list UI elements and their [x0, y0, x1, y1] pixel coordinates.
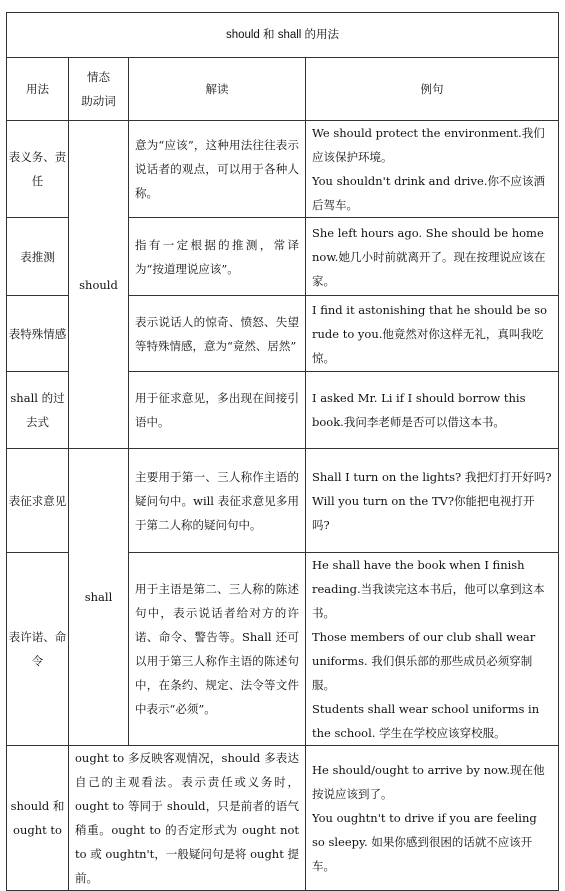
- example-cell: [306, 218, 559, 296]
- usage-cell: 表义务、责任: [7, 121, 69, 218]
- table-title: should 和 shall 的用法: [7, 13, 559, 58]
- table-row: [7, 746, 559, 891]
- usage-cell: 表推测: [7, 218, 69, 296]
- example-sentence: Students shall wear school uniforms in the school. 学生在学校应该穿校服。: [312, 702, 540, 740]
- example-cell: [306, 449, 559, 553]
- interpretation-cell: 意为“应该”，这种用法往往表示说话者的观点，可以用于各种人称。: [129, 121, 306, 218]
- usage-cell: 表特殊情感: [7, 296, 69, 372]
- interpretation-cell: 表示说话人的惊奇、愤怒、失望等特殊情感，意为“竟然、居然”: [129, 296, 306, 372]
- example-cell: [306, 553, 559, 746]
- example-cell: [306, 746, 559, 891]
- interpretation-cell: 用于征求意见，多出现在间接引语中。: [129, 372, 306, 449]
- example-sentence: He shall have the book when I finish reading.当我读完这本书后，他可以拿到这本书。: [312, 558, 545, 620]
- header-modal: 情态 助动词: [69, 58, 129, 121]
- example-cell: [306, 121, 559, 218]
- usage-cell: 表许诺、命令: [7, 553, 69, 746]
- modal-cell-shall: shall: [69, 449, 129, 746]
- usage-cell: shall 的过去式: [7, 372, 69, 449]
- example-sentence: I asked Mr. Li if I should borrow this book.我问李老师是否可以借这本书。: [312, 391, 526, 429]
- usage-cell: 表征求意见: [7, 449, 69, 553]
- interpretation-cell: 用于主语是第二、三人称的陈述句中，表示说话者给对方的许诺、命令、警告等。Shall 还可以用于第三人称作主语的陈述句中，在条约、规定、法令等文件中表示“必须”。: [129, 553, 306, 746]
- example-sentence: He should/ought to arrive by now.现在他按说应该到了。: [312, 763, 545, 801]
- grammar-table: [6, 12, 559, 891]
- modal-cell-should: should: [69, 121, 129, 449]
- example-sentence: Will you turn on the TV?你能把电视打开吗?: [312, 493, 535, 532]
- usage-cell: should 和 ought to: [7, 746, 69, 891]
- interpretation-cell: 主要用于第一、三人称作主语的疑问句中。will 表征求意见多用于第二人称的疑问句中。: [129, 449, 306, 553]
- example-cell: [306, 372, 559, 449]
- example-sentence: She left hours ago. She should be home now.她几小时前就离开了。现在按理说应该在家。: [312, 225, 546, 288]
- header-example: 例句: [306, 58, 559, 121]
- example-sentence: You shouldn't drink and drive.你不应该酒后驾车。: [312, 174, 545, 212]
- example-sentence: Shall I turn on the lights? 我把灯打开好吗?: [312, 469, 552, 484]
- example-sentence: Those members of our club shall wear uniforms. 我们俱乐部的那些成员必须穿制服。: [312, 630, 536, 692]
- example-sentence: I find it astonishing that he should be so rude to you.他竟然对你这样无礼，真叫我吃惊。: [312, 302, 548, 365]
- example-sentence: We should protect the environment.我们应该保护环境。: [312, 126, 545, 164]
- header-interpretation: 解读: [129, 58, 306, 121]
- interpretation-cell: 指有一定根据的推测，常译为“按道理说应该”。: [129, 218, 306, 296]
- header-usage: 用法: [7, 58, 69, 121]
- interpretation-cell-merged: ought to 多反映客观情况，should 多表达自己的主观看法。表示责任或义务时，ought to 等同于 should，只是前者的语气稍重。ought to 的否定形式为 ought not to 或 oughtn't，一般疑问句是将 ought 提前。: [69, 746, 306, 891]
- example-sentence: You oughtn't to drive if you are feeling so sleepy. 如果你感到很困的话就不应该开车。: [312, 811, 537, 873]
- table-row: [7, 449, 559, 553]
- table-row: [7, 121, 559, 218]
- example-cell: [306, 296, 559, 372]
